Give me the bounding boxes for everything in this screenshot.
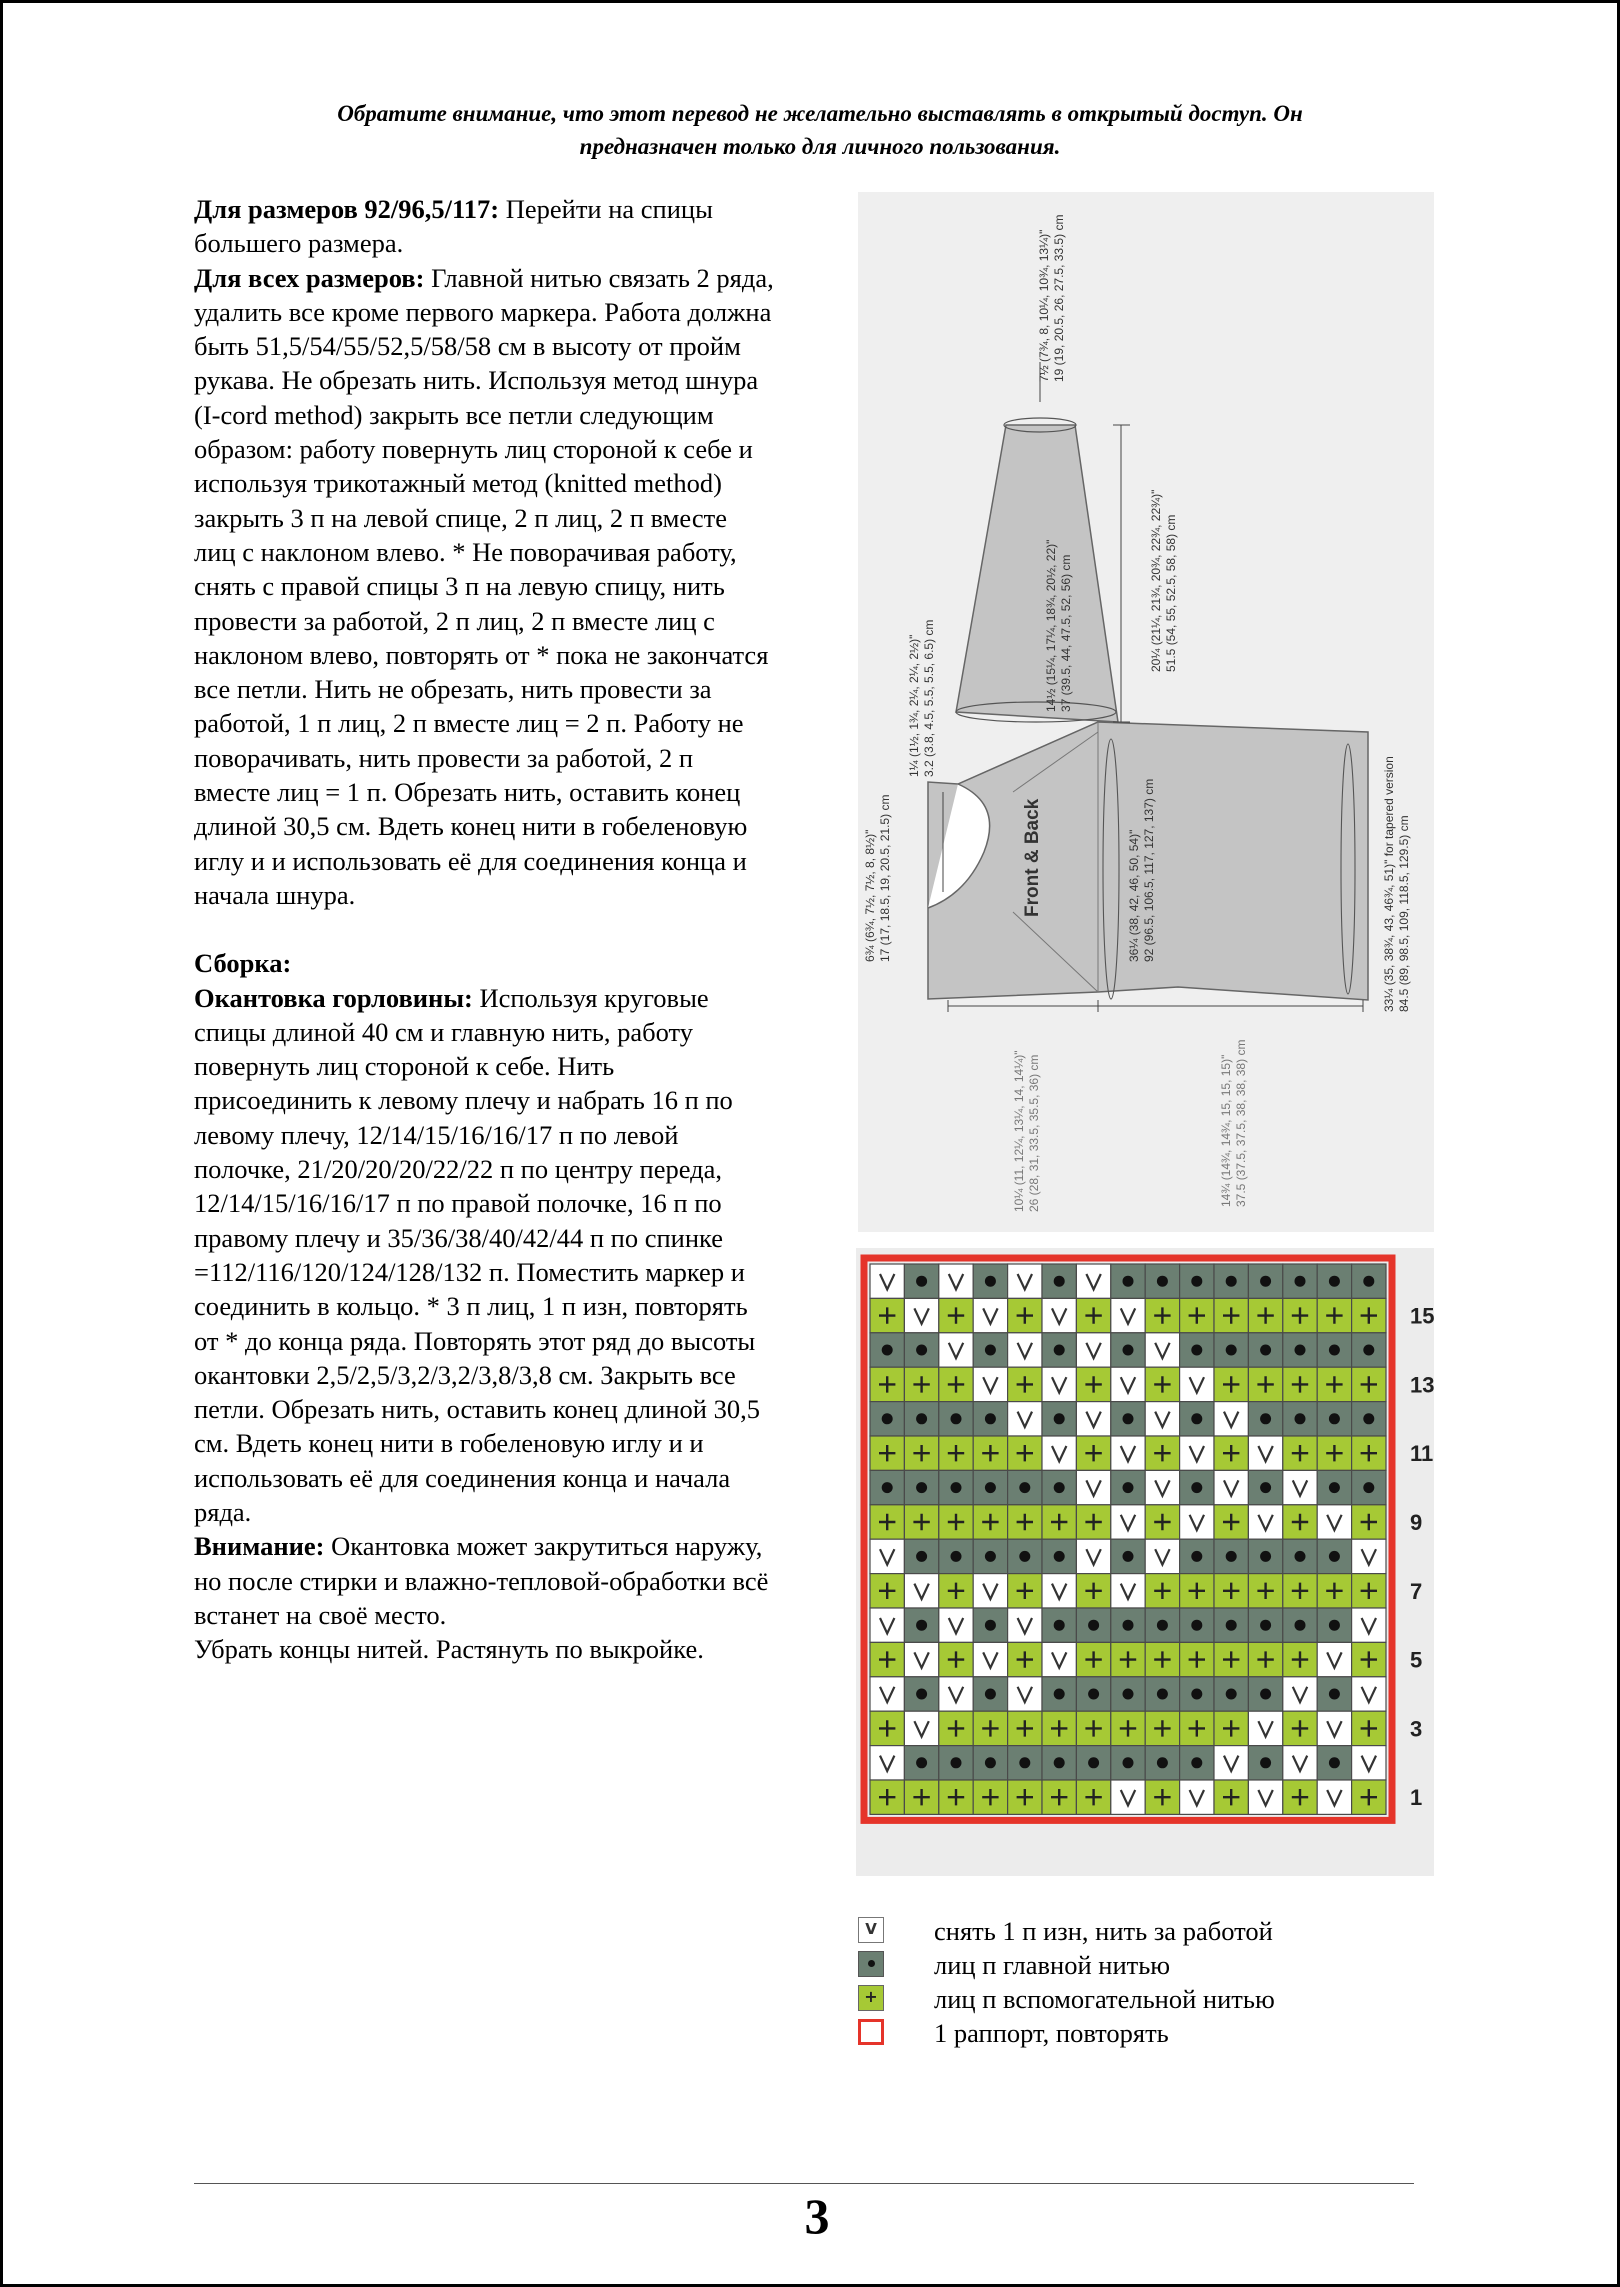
chest-cm: 92 (96.5, 106.5, 117, 127, 137) cm xyxy=(1142,778,1156,962)
main-color-knit-icon xyxy=(916,1482,927,1493)
chart-cell xyxy=(1214,1470,1248,1504)
legend-row-main xyxy=(855,1948,1455,1982)
main-color-knit-icon xyxy=(1363,1413,1374,1424)
page-number: 3 xyxy=(804,2188,830,2244)
chart-cell xyxy=(1283,1746,1317,1780)
chart-cell xyxy=(870,1539,904,1573)
main-color-knit-icon xyxy=(1157,1620,1168,1631)
neck-inches: 6¾ (6¾, 7½, 7½, 8, 8½)" xyxy=(863,829,877,962)
chart-cell xyxy=(1076,1264,1110,1298)
main-color-knit-icon xyxy=(1088,1620,1099,1631)
main-color-knit-icon xyxy=(1054,1276,1065,1287)
main-color-knit-icon xyxy=(1295,1413,1306,1424)
chart-cell xyxy=(1283,1470,1317,1504)
main-color-knit-icon xyxy=(1123,1620,1134,1631)
main-color-knit-icon xyxy=(1054,1413,1065,1424)
bottom-left-cm: 26 (28, 31, 33.5, 35.5, 36) cm xyxy=(1027,1054,1041,1212)
main-color-knit-icon xyxy=(916,1757,927,1768)
chart-cell xyxy=(1076,1402,1110,1436)
main-color-knit-icon xyxy=(1329,1413,1340,1424)
main-color-knit-icon xyxy=(1123,1689,1134,1700)
garment-schematic xyxy=(858,192,1434,1232)
row-number-label: 11 xyxy=(1410,1441,1434,1467)
main-color-knit-icon xyxy=(1054,1757,1065,1768)
chart-cell xyxy=(1042,1367,1076,1401)
front-back-label: Front & Back xyxy=(1022,798,1043,917)
main-color-knit-icon xyxy=(1019,1551,1030,1562)
sleeve-top-inches: 7½ (7¾, 8, 10¼, 10¾, 13¼)" xyxy=(1037,229,1051,382)
main-color-knit-icon xyxy=(858,1951,884,1977)
chart-cell xyxy=(973,1298,1007,1332)
chart-cell xyxy=(1145,1539,1179,1573)
paragraph-text: Перейти на спицы большего размера. xyxy=(194,194,713,259)
chart-cell xyxy=(904,1574,938,1608)
main-color-knit-icon xyxy=(1088,1689,1099,1700)
row-number-label: 13 xyxy=(1410,1372,1434,1398)
main-color-knit-icon xyxy=(916,1551,927,1562)
chart-cell xyxy=(1076,1333,1110,1367)
neckband-heading: Окантовка горловины: xyxy=(194,982,473,1013)
legend-label: лиц п вспомогательной нитью xyxy=(934,1984,1275,2014)
colorwork-chart-svg xyxy=(856,1248,1434,1876)
main-color-knit-icon xyxy=(1329,1482,1340,1493)
main-color-knit-icon xyxy=(1329,1757,1340,1768)
chart-cell xyxy=(1180,1436,1214,1470)
main-color-knit-icon xyxy=(1191,1413,1202,1424)
chart-cell xyxy=(1111,1505,1145,1539)
footer-divider xyxy=(194,2183,1414,2184)
total-length-cm: 51.5 (54, 55, 52.5, 58, 58) cm xyxy=(1164,514,1178,672)
main-color-knit-icon xyxy=(951,1413,962,1424)
chest-inches: 36¼ (38, 42, 46, 50, 54)" xyxy=(1127,829,1141,962)
chart-cell xyxy=(939,1264,973,1298)
privacy-notice xyxy=(230,97,1410,163)
main-color-knit-icon xyxy=(1226,1620,1237,1631)
paragraph-finishing: Убрать концы нитей. Растянуть по выкройке. xyxy=(194,1634,704,1665)
chart-cell xyxy=(1145,1470,1179,1504)
main-color-knit-icon xyxy=(1363,1482,1374,1493)
main-color-knit-icon xyxy=(1260,1482,1271,1493)
colorwork-chart xyxy=(856,1248,1434,1876)
main-color-knit-icon xyxy=(916,1689,927,1700)
main-color-knit-icon xyxy=(1363,1276,1374,1287)
instructions-text xyxy=(194,192,774,1666)
chart-cell xyxy=(1008,1608,1042,1642)
row-number-label: 3 xyxy=(1410,1716,1423,1742)
chart-cell xyxy=(904,1642,938,1676)
main-color-knit-icon xyxy=(1295,1345,1306,1356)
legend-label: снять 1 п изн, нить за работой xyxy=(934,1916,1273,1946)
main-color-knit-icon xyxy=(1191,1482,1202,1493)
assembly-heading: Сборка: xyxy=(194,948,292,979)
chart-cell xyxy=(1317,1505,1351,1539)
legend-label: лиц п главной нитью xyxy=(934,1950,1171,1980)
neck-cm: 17 (17, 18.5, 19, 20.5, 21.5) cm xyxy=(878,794,892,962)
chart-cell xyxy=(939,1608,973,1642)
main-color-knit-icon xyxy=(1019,1482,1030,1493)
main-color-knit-icon xyxy=(1329,1276,1340,1287)
chart-cell xyxy=(1008,1677,1042,1711)
chart-cell xyxy=(1042,1642,1076,1676)
main-color-knit-icon xyxy=(1226,1551,1237,1562)
main-color-knit-icon xyxy=(985,1689,996,1700)
chart-cell xyxy=(1352,1746,1386,1780)
chart-cell xyxy=(1180,1505,1214,1539)
main-color-knit-icon xyxy=(1226,1689,1237,1700)
chart-cell xyxy=(904,1298,938,1332)
chart-cell xyxy=(1317,1711,1351,1745)
main-color-knit-icon xyxy=(1260,1757,1271,1768)
main-color-knit-icon xyxy=(985,1482,996,1493)
row-number-label: 1 xyxy=(1410,1785,1423,1811)
paragraph-text: Окантовка может закрутиться наружу, но после стирки и влажно-тепловой-обработки всё встанет на своё место. xyxy=(194,1531,769,1630)
main-color-knit-icon xyxy=(1329,1345,1340,1356)
row-number-label: 15 xyxy=(1410,1303,1434,1329)
chart-cell xyxy=(870,1608,904,1642)
main-color-knit-icon xyxy=(1329,1620,1340,1631)
main-color-knit-icon xyxy=(1191,1757,1202,1768)
main-color-knit-icon xyxy=(1123,1413,1134,1424)
chart-cell xyxy=(973,1574,1007,1608)
main-color-knit-icon xyxy=(882,1413,893,1424)
main-color-knit-icon xyxy=(1191,1620,1202,1631)
chart-cell xyxy=(1248,1436,1282,1470)
main-color-knit-icon xyxy=(951,1551,962,1562)
chart-cell xyxy=(1111,1367,1145,1401)
main-color-knit-icon xyxy=(985,1276,996,1287)
main-color-knit-icon xyxy=(985,1757,996,1768)
row-number-label: 7 xyxy=(1410,1578,1423,1604)
main-color-knit-icon xyxy=(1054,1551,1065,1562)
hip-inches: 33¼ (35, 38¾, 43, 46¾, 51)" for tapered version xyxy=(1382,756,1396,1012)
main-color-knit-icon xyxy=(1260,1551,1271,1562)
chart-cell xyxy=(1248,1780,1282,1814)
paragraph-larger-needles xyxy=(194,192,774,261)
main-color-knit-icon xyxy=(1329,1551,1340,1562)
attention-heading: Внимание: xyxy=(194,1531,325,1562)
chart-cell xyxy=(1317,1780,1351,1814)
chart-cell xyxy=(1111,1780,1145,1814)
main-color-knit-icon xyxy=(951,1482,962,1493)
chart-cell xyxy=(1145,1333,1179,1367)
chart-cell xyxy=(1214,1402,1248,1436)
paragraph-attention xyxy=(194,1529,774,1632)
chart-cell xyxy=(1076,1470,1110,1504)
main-color-knit-icon xyxy=(1191,1551,1202,1562)
main-color-knit-icon xyxy=(1054,1482,1065,1493)
main-color-knit-icon xyxy=(1329,1689,1340,1700)
legend-label: 1 раппорт, повторять xyxy=(934,2018,1169,2048)
paragraph-text: Главной нитью связать 2 ряда, удалить все кроме первого маркера. Работа должна быть 51,5/54/55/52,5/58/58 см в высоту от пройм рукава. Не обрезать нить. Используя метод шнура (I-cord method) закрыть все петли следующим образом: работу повернуть лиц стороной к себе и используя трикотажный метод (knitted method) закрыть 3 п на левой спице, 2 п лиц, 2 п вместе лиц с наклоном влево. * Не поворачивая работу, снять с правой спицы 3 п на левую спицу, нить провести за работой, 2 п лиц, 2 п вместе лиц с наклоном влево, повторять от * пока не закончатся все петли. Нить не обрезать, нить провести за работой, 1 п лиц, 2 п вместе лиц = 2 п. Работу не поворачивать, нить провести за работой, 2 п вместе лиц = 1 п. Обрезать нить, оставить конец длиной 30,5 см. Вдеть конец нити в гобеленовую иглу и и использовать её для соединения конца и начала шнура. xyxy=(194,262,774,910)
main-color-knit-icon xyxy=(1123,1345,1134,1356)
bottom-right-inches: 14¾ (14¾, 14¾, 15, 15, 15)" xyxy=(1219,1054,1233,1207)
main-color-knit-icon xyxy=(1191,1276,1202,1287)
main-color-knit-icon xyxy=(1123,1482,1134,1493)
chart-cell xyxy=(1042,1298,1076,1332)
main-color-knit-icon xyxy=(1157,1276,1168,1287)
main-color-knit-icon xyxy=(951,1757,962,1768)
chart-cell xyxy=(1145,1402,1179,1436)
chart-cell xyxy=(973,1367,1007,1401)
chart-cell xyxy=(1352,1539,1386,1573)
main-color-knit-icon xyxy=(1363,1345,1374,1356)
main-color-knit-icon xyxy=(1260,1620,1271,1631)
chart-cell xyxy=(1111,1436,1145,1470)
paragraph-all-sizes xyxy=(194,261,774,913)
main-color-knit-icon xyxy=(985,1620,996,1631)
chart-cell xyxy=(1042,1574,1076,1608)
main-color-knit-icon xyxy=(1157,1757,1168,1768)
chart-cell xyxy=(1111,1574,1145,1608)
chart-cell xyxy=(973,1642,1007,1676)
chart-cell xyxy=(1042,1436,1076,1470)
repeat-box-icon xyxy=(858,2019,884,2045)
main-color-knit-icon xyxy=(1054,1689,1065,1700)
main-color-knit-icon xyxy=(916,1276,927,1287)
main-color-knit-icon xyxy=(1260,1689,1271,1700)
row-number-label: 5 xyxy=(1410,1647,1423,1673)
main-color-knit-icon xyxy=(985,1551,996,1562)
chart-legend xyxy=(855,1914,1455,2050)
chart-cell xyxy=(870,1746,904,1780)
chart-cell xyxy=(904,1711,938,1745)
chart-cell xyxy=(1008,1333,1042,1367)
sleeve-piece xyxy=(956,418,1118,722)
contrast-color-knit-icon: + xyxy=(858,1985,884,2011)
bottom-left-inches: 10¼ (11, 12¼, 13¼, 14, 14¼)" xyxy=(1012,1050,1026,1212)
chart-cell xyxy=(870,1264,904,1298)
main-color-knit-icon xyxy=(1260,1345,1271,1356)
main-color-knit-icon xyxy=(1295,1620,1306,1631)
main-color-knit-icon xyxy=(1054,1620,1065,1631)
main-color-knit-icon xyxy=(916,1413,927,1424)
paragraph-text: Используя круговые спицы длиной 40 см и главную нить, работу повернуть лиц стороной к себе. Нить присоединить к левому плечу и набрать 16 п по левому плечу, 12/14/15/16/16/17 п по левой полочке, 21/20/20/20/22/22 п по центру переда, 12/14/15/16/16/17 п по правой полочке, 16 п по правому плечу и 35/36/38/40/42/44 п по спинке =112/116/120/124/128/132 п. Поместить маркер и соединить в кольцо. * 3 п лиц, 1 п изн, повторять от * до конца ряда. Повторять этот ряд до высоты окантовки 2,5/2,5/3,2/3,2/3,8/3,8 см. Закрыть все петли. Обрезать нить, оставить конец длиной 30,5 см. Вдеть конец нити в гобеленовую иглу и и использовать её для соединения конца и начала ряда. xyxy=(194,982,760,1527)
main-color-knit-icon xyxy=(1260,1276,1271,1287)
notice-line-1: Обратите внимание, что этот перевод не желательно выставлять в открытый доступ. Он xyxy=(337,101,1303,126)
chart-cell xyxy=(1248,1505,1282,1539)
main-color-knit-icon xyxy=(1157,1689,1168,1700)
bottom-right-cm: 37.5 (37.5, 37.5, 38, 38, 38) cm xyxy=(1234,1039,1248,1207)
chart-cell xyxy=(1283,1677,1317,1711)
main-color-knit-icon xyxy=(1191,1689,1202,1700)
main-color-knit-icon xyxy=(985,1345,996,1356)
chart-cell xyxy=(1352,1677,1386,1711)
legend-row-slip xyxy=(855,1914,1455,1948)
sleeve-top-cm: 19 (19, 20.5, 26, 27.5, 33.5) cm xyxy=(1052,214,1066,382)
paragraph-neckband xyxy=(194,981,774,1530)
main-color-knit-icon xyxy=(1019,1757,1030,1768)
main-color-knit-icon xyxy=(1054,1345,1065,1356)
slip-stitch-icon: V xyxy=(858,1917,884,1943)
total-length-inches: 20¼ (21¼, 21¾, 20¾, 22¾, 22¾)" xyxy=(1149,489,1163,672)
chart-cell xyxy=(939,1333,973,1367)
main-color-knit-icon xyxy=(1123,1276,1134,1287)
main-color-knit-icon xyxy=(1226,1276,1237,1287)
main-color-knit-icon xyxy=(985,1413,996,1424)
main-color-knit-icon xyxy=(1295,1551,1306,1562)
legend-row-contrast xyxy=(855,1982,1455,2016)
main-color-knit-icon xyxy=(1260,1413,1271,1424)
size-heading: Для размеров 92/96,5/117: xyxy=(194,194,500,224)
schematic-svg xyxy=(858,192,1434,1232)
main-color-knit-icon xyxy=(1295,1276,1306,1287)
row-number-label: 9 xyxy=(1410,1510,1423,1535)
hip-cm: 84.5 (89, 98.5, 109, 118.5, 129.5) cm xyxy=(1397,815,1411,1012)
dimension-labels xyxy=(863,215,1411,1212)
all-sizes-heading: Для всех размеров: xyxy=(194,262,425,293)
main-color-knit-icon xyxy=(1191,1345,1202,1356)
notice-line-2: предназначен только для личного пользования. xyxy=(579,134,1061,159)
chart-cell xyxy=(939,1677,973,1711)
main-color-knit-icon xyxy=(882,1482,893,1493)
main-color-knit-icon xyxy=(1123,1551,1134,1562)
main-color-knit-icon xyxy=(916,1620,927,1631)
main-color-knit-icon xyxy=(1226,1345,1237,1356)
raglan-inches: 1¼ (1½, 1¾, 2¼, 2¼, 2½)" xyxy=(907,634,921,777)
chart-cell xyxy=(1352,1608,1386,1642)
chart-cell xyxy=(1076,1539,1110,1573)
chart-cell xyxy=(1180,1780,1214,1814)
raglan-cm: 3.2 (3.8, 4.5, 5.5, 5.5, 6.5) cm xyxy=(922,619,936,777)
chart-cell xyxy=(1214,1746,1248,1780)
main-color-knit-icon xyxy=(916,1345,927,1356)
chart-cell xyxy=(1008,1264,1042,1298)
main-color-knit-icon xyxy=(882,1345,893,1356)
chart-cell xyxy=(1008,1402,1042,1436)
chart-cell xyxy=(1248,1711,1282,1745)
chart-cell xyxy=(1180,1367,1214,1401)
chart-cell xyxy=(1111,1298,1145,1332)
legend-row-repeat xyxy=(855,2016,1455,2050)
sleeve-length-cm: 37 (39.5, 44, 47.5, 52, 56) cm xyxy=(1059,554,1073,712)
main-color-knit-icon xyxy=(1123,1757,1134,1768)
sleeve-length-inches: 14½ (15¼, 17¼, 18¾, 20½, 22)" xyxy=(1044,539,1058,712)
main-color-knit-icon xyxy=(1088,1757,1099,1768)
chart-cell xyxy=(870,1677,904,1711)
chart-cell xyxy=(1317,1642,1351,1676)
